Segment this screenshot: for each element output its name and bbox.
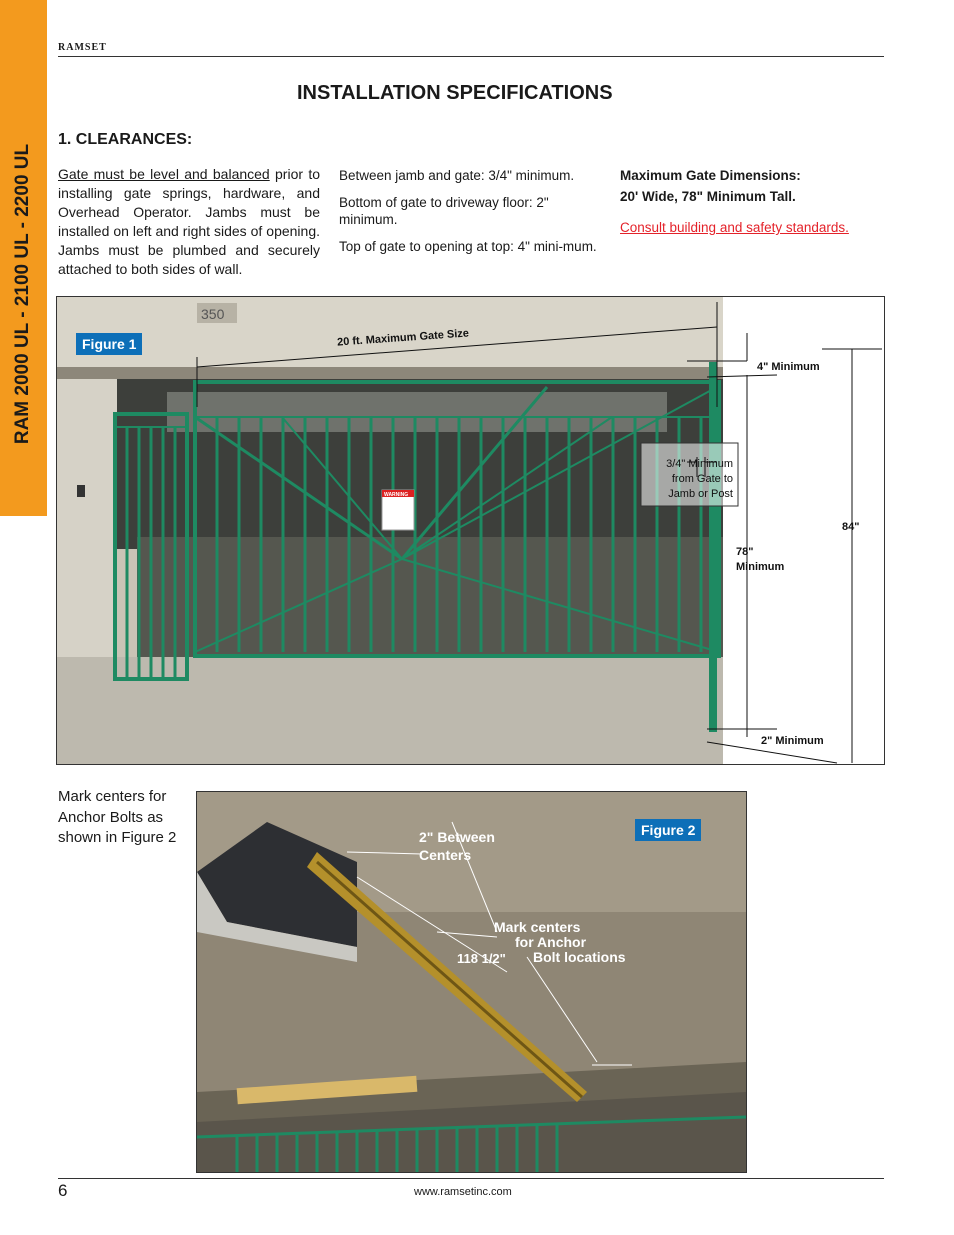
- brand-name: RAMSET: [58, 42, 107, 53]
- bottom-clearance-label: 2" Minimum: [761, 735, 824, 747]
- consult-standards-link[interactable]: Consult building and safety standards.: [620, 220, 849, 235]
- for-anchor-label: for Anchor: [515, 934, 587, 950]
- opening-height-label: 84": [842, 521, 860, 533]
- mark-centers-label: Mark centers: [494, 919, 581, 935]
- max-dimensions-block: [620, 165, 890, 238]
- figure-2-operator-photo: [196, 791, 747, 1173]
- header-rule: [58, 56, 884, 57]
- max-dimensions-heading: Maximum Gate Dimensions:: [620, 168, 801, 183]
- centers-label: Centers: [419, 847, 472, 863]
- warning-sign-text: WARNING: [384, 492, 409, 498]
- gate-height-label: Minimum: [736, 561, 785, 573]
- top-clearance-label: 4" Minimum: [757, 361, 820, 373]
- clearance-intro-text: [58, 165, 320, 279]
- bottom-clearance-text: Bottom of gate to driveway floor: 2" minimum.: [339, 195, 549, 227]
- between-centers-label: 2" Between: [419, 829, 495, 845]
- jamb-clearance-label: 3/4" Minimum from Gate to Jamb or Post: [666, 458, 733, 500]
- intro-rest-text: prior to installing gate springs, hardware, and Overhead Operator. Jambs must be installed on left and right sides of opening. Jambs must be plumbed and securely attached to both sides of wall.: [58, 166, 320, 277]
- max-dimensions-value: 20' Wide, 78" Minimum Tall.: [620, 189, 796, 204]
- max-gate-size-label: 20 ft. Maximum Gate Size: [336, 327, 470, 349]
- website-link[interactable]: www.ramsetinc.com: [414, 1186, 512, 1198]
- footer-rule: [58, 1178, 884, 1179]
- page-number: 6: [58, 1181, 68, 1200]
- clearance-list: [339, 167, 601, 265]
- level-balanced-text: Gate must be level and balanced: [58, 166, 270, 182]
- product-line-label: RAM 2000 UL - 2100 UL - 2200 UL: [12, 143, 33, 445]
- jamb-clearance-text: Between jamb and gate: 3/4" minimum.: [339, 168, 575, 183]
- figure-2-tag: Figure 2: [635, 819, 701, 841]
- page-title: INSTALLATION SPECIFICATIONS: [297, 82, 613, 104]
- operator-illustration: [197, 792, 746, 1172]
- address-number: 350: [201, 306, 225, 322]
- figure-1-gate-photo: [56, 296, 885, 765]
- section-heading: 1. CLEARANCES:: [58, 131, 193, 148]
- rail-length-label: 118 1/2": [457, 951, 506, 966]
- figure-1-tag: Figure 1: [76, 333, 142, 355]
- anchor-bolt-note: Mark centers for Anchor Bolts as shown in Figure 2: [58, 788, 177, 846]
- bolt-locations-label: Bolt locations: [533, 949, 626, 965]
- top-clearance-text: Top of gate to opening at top: 4" mini-mum.: [339, 239, 597, 254]
- gate-height-value: 78": [736, 546, 754, 558]
